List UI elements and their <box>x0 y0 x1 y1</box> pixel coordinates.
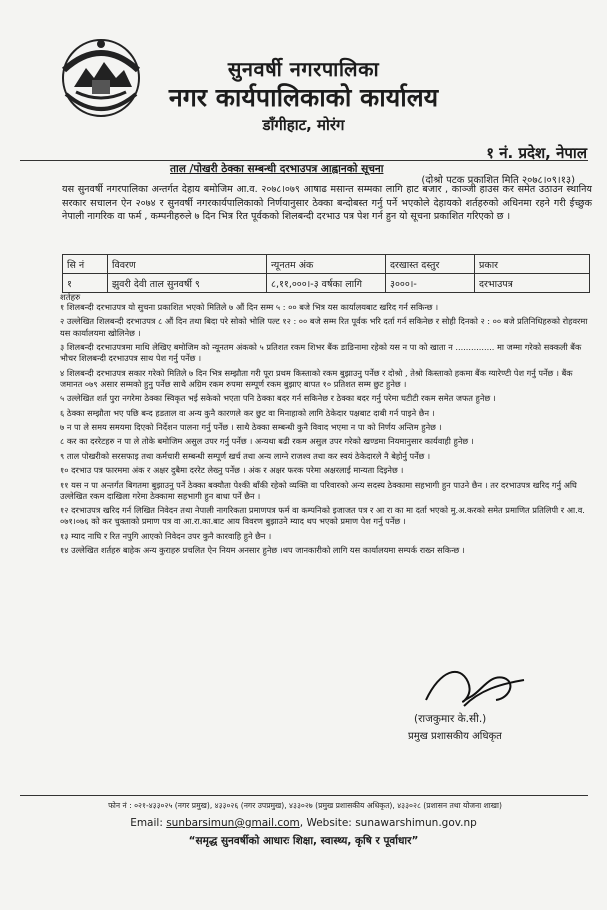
office-location: डाँगीहाट, मोरंग <box>262 116 345 134</box>
notice-subject: ताल /पोखरी ठेक्का सम्बन्धी दरभाउपत्र आह्वानको सूचना <box>170 163 384 175</box>
conditions-list <box>60 302 596 559</box>
condition-item: ७ न पा ले समय समयमा दिएको निर्देशन पालना गर्नु पर्नेछ । साथै ठेक्का सम्बन्धी कुनै विवाद भएमा न पा को निर्णय अन्तिम हुनेछ । <box>60 421 442 432</box>
notice-body: यस सुनवर्षी नगरपालिका अन्तर्गत देहाय बमोजिम आ.व. २०७८।०७९ आषाढ मसान्त सम्मका लागि हाट बजार , काञ्जी हाउस कर समेत उठाउन स्थानिय सरकार सचालन ऐन २०७४ र सुनवर्षी नगरकार्यपालिकाको निर्णयानुसार ठेक्का बन्दोबस्त गर्नु पर्ने भएकोले देहायको शर्तहरुको अधिनमा रहने गरी ईच्छुक नेपाली नागरिक वा फर्म , कम्पनीहरुले ७ दिन भित्र रित पूर्वकको शिलबन्दी दरभाउ पत्र पेश गर्न हुन यो सूचना प्रकाशित गरिएको छ । <box>62 184 592 222</box>
signature-mark <box>420 660 530 714</box>
email-link[interactable]: sunbarsimun@gmail.com <box>166 817 300 829</box>
table-header-cell: दरखास्त दस्तुर <box>386 255 475 274</box>
condition-item: १२ दरभाउपत्र खरिद गर्न लिखित निवेदन तथा नेपाली नागरिकता प्रमाणपत्र फर्म वा कम्पनिको इजाजत पत्र र आ रा का मा दर्ता भएको मु.अ.करको समेत प्रमाणित प्रतिलिपी र आ.व. ०७१।०७६ को कर चुक्ताको प्रमाण पत्र वा आ.रा.का.बाट आय विवरण बुझाउने म्याद थप भएको प्रमाण पेश गर्नु पर्नेछ । <box>60 505 585 527</box>
signatory-name: (राजकुमार के.सी.) <box>414 713 487 725</box>
condition-item: १३ म्याद नाघि र रित नपुगि आएको निवेदन उपर कुनै कारवाहि हुने छैन । <box>60 530 272 541</box>
tender-table <box>62 254 590 293</box>
office-name: नगर कार्यपालिकाको कार्यालय <box>168 83 439 112</box>
website-label: Website: <box>306 817 352 829</box>
condition-item: १४ उल्लेखित शर्तहरु बाहेक अन्य कुराहरु प्रचलित ऐन नियम अनसार हुनेछ ।थप जानकारीको लागि यस कार्यालयमा सम्पर्क राख्न सकिन्छ । <box>60 545 465 556</box>
table-cell: दरभाउपत्र <box>475 274 590 293</box>
separator: , <box>299 817 307 829</box>
condition-item: ६ ठेक्का सम्झौता भए पछि बन्द हडताल वा अन्य कुनै कारणले कर छुट वा मिनाहाको लागि ठेकेदार पक्षबाट दाबी गर्न पाइने छैन । <box>60 407 435 418</box>
table-header-cell: विवरण <box>108 255 267 274</box>
footer-phone: फोन नं : ०२१-४३३०२५ (नगर प्रमुख), ४३३०२६ (नगर उपप्रमुख), ४३३०२७ (प्रमुख प्रशासकीय अधिकृत), ४३३०२८ (प्रशासन तथा योजना शाखा) <box>108 801 502 810</box>
table-cell: ३०००।- <box>386 274 475 293</box>
email-label: Email: <box>130 817 163 829</box>
website-link[interactable]: sunawarshimun.gov.np <box>355 817 477 829</box>
table-row <box>63 274 590 293</box>
province-label: १ नं. प्रदेश, नेपाल <box>486 144 587 162</box>
table-header-row <box>63 255 590 274</box>
condition-item: ४ शिलबन्दी दरभाउपत्र सकार गरेको मितिले ७ दिन भित्र सम्झौता गरी पूरा प्रथम किस्ताको रकम बुझाउनु पर्नेछ र दोश्रो , तेश्रो किस्ताको हकमा बैंक ग्यारेण्टी पेश गर्नु पर्नेछ । बैंक जमानत ०७९ असार सम्मको हुनु पर्नेछ साथै अग्रिम रकम रुपमा सम्पूर्ण रकम बुझाए बापत १० प्रतिशत सम्म छुट हुनेछ । <box>60 367 573 389</box>
table-header-cell: प्रकार <box>475 255 590 274</box>
condition-item: ९ ताल पोखरीको सरसफाइ तथा कर्मचारी सम्बन्धी सम्पूर्ण खर्च तथा अन्य लाग्ने राजश्व तथा कर स्वयं ठेकेदारले नै बेहोर्नु पर्नेछ । <box>60 450 431 461</box>
table-cell: झुवरी देवी ताल सुनवर्षी ९ <box>108 274 267 293</box>
signatory-title: प्रमुख प्रशासकीय अधिकृत <box>408 731 502 742</box>
condition-item: १ शिलबन्दी दरभाउपत्र यो सुचना प्रकाशित भएको मितिले ७ औं दिन सम्म ५ : ०० बजे भित्र यस कार्यालयबाट खरिद गर्न सकिन्छ । <box>60 302 439 312</box>
table-header-cell: न्यूनतम अंक <box>267 255 386 274</box>
condition-item: ११ यस न पा अन्तर्गत बिगतमा बुझाउनु पर्ने ठेक्का बक्यौता पेश्की बाँकी रहेको व्यक्ति वा परिवारको अन्य सदस्य ठेक्कामा सहभागी हुन पाउने छैन । तर दरभाउपत्र खरिद गर्नु अघि उल्लेखित रकम दाखिला गरेमा ठेक्कामा सहभागी हुन बाधा पर्ने छैन । <box>60 479 577 501</box>
conditions-label: शर्तहरु <box>60 293 81 303</box>
header-divider <box>20 160 588 161</box>
table-cell: ८,११,०००।-३ वर्षका लागि <box>267 274 386 293</box>
condition-item: ५ उल्लेखित शर्त पुरा नगरेमा ठेक्का स्विकृत भई सकेको भएता पनि ठेक्का बदर गर्न सकिनेछ र ठेक्का बदर गर्नु परेमा घटीटी रकम समेत जफत हुनेछ । <box>60 393 496 404</box>
table-cell: १ <box>63 274 108 293</box>
publication-date: (दोश्रो पटक प्रकाशित मिति २०७८।०९।१३) <box>421 175 575 186</box>
footer-slogan: “समृद्ध सुनवर्षीको आधारः शिक्षा, स्वास्थ्य, कृषि र पूर्वाधार” <box>188 835 419 847</box>
municipality-name: सुनवर्षी नगरपालिका <box>227 57 380 81</box>
condition-item: १० दरभाउ पत्र फारममा अंक र अक्षर दुबैमा दररेट लेख्नु पर्नेछ । अंक र अक्षर फरक परेमा अक्षरलाई मान्यता दिइनेछ । <box>60 465 404 476</box>
table-header-cell: सि नं <box>63 255 108 274</box>
condition-item: ८ कर का दररेटहरु न पा ले तोके बमोजिम असुल उपर गर्नु पर्नेछ । अन्यथा बढी रकम असुल उपर गरेको खण्डमा नियमानुसार कार्यवाही हुनेछ । <box>60 436 474 447</box>
condition-item: २ उल्लेखित शिलबन्दी दरभाउपत्र ८ औं दिन तथा बिदा परे सोको भोलि पल्ट १२ : ०० बजे सम्म रित पूर्वक भरि दर्ता गर्न सकिनेछ र सोही दिनको २ : ०० बजे प्रतिनिधिहरुको रोहवरमा यस कार्यालयमा खोलिनेछ । <box>60 316 588 338</box>
footer-contact <box>0 817 607 829</box>
footer-divider <box>20 795 588 796</box>
condition-item: ३ शिलबन्दी दरभाउपत्रमा माथि लेखिए बमोजिम को न्यूनतम अंकको ५ प्रतिशत रकम शिभर बैंक डाङिनामा रहेको यस न पा को खाता न ............... मा जम्मा गरेको सक्कली बैंक भौचर शिलबन्दी दरभाउपत्र साथ पेश गर्नु पर्नेछ । <box>60 341 582 364</box>
